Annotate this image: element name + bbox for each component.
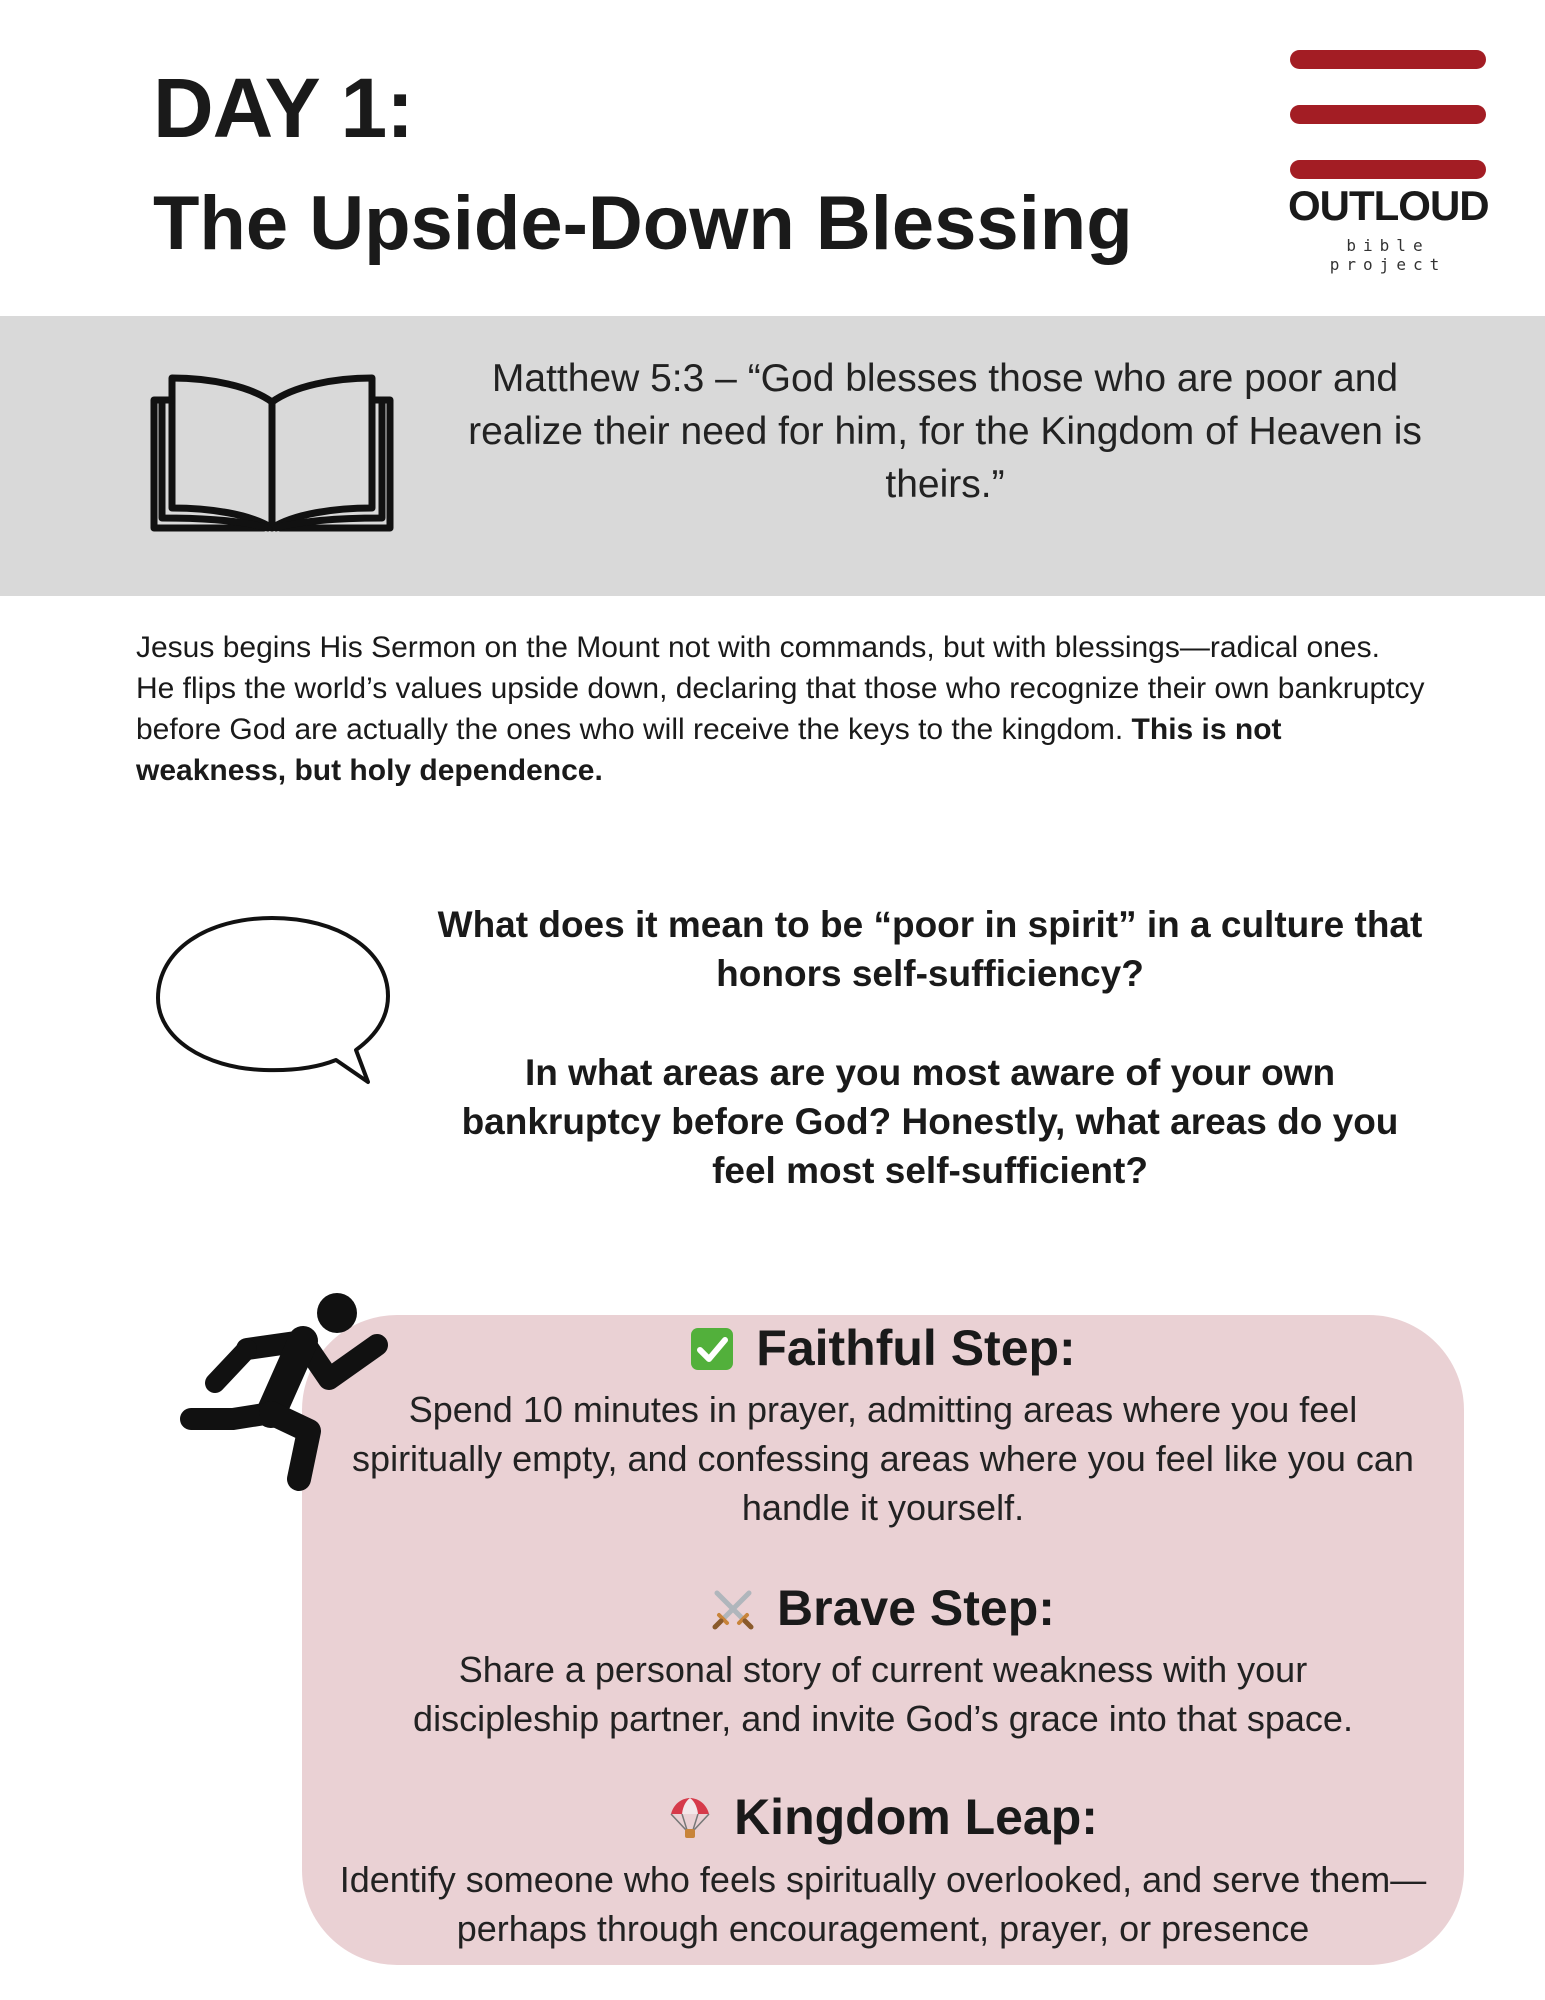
parachute-icon xyxy=(668,1796,712,1840)
logo-name: OUTLOUD xyxy=(1288,182,1489,229)
open-book-icon xyxy=(150,368,394,538)
brave-step-title: Brave Step: xyxy=(777,1580,1055,1636)
logo-bar xyxy=(1290,160,1486,179)
intro-paragraph xyxy=(136,627,1426,791)
speech-bubble-icon xyxy=(152,910,392,1090)
logo-bar xyxy=(1290,105,1486,124)
intro-emphasis: This is not weakness, but holy dependence. xyxy=(136,713,1282,787)
scripture-quote: Matthew 5:3 – “God blesses those who are poor and realize their need for him, for the Kingdom of Heaven is theirs.” xyxy=(468,357,1422,506)
logo-subtitle: bible project xyxy=(1329,236,1447,274)
reflection-question: What does it mean to be “poor in spirit” in a culture that honors self-sufficiency? xyxy=(437,904,1423,994)
check-mark-icon xyxy=(690,1327,734,1371)
logo-bar xyxy=(1290,50,1486,69)
kingdom-leap-heading xyxy=(302,1787,1464,1847)
faithful-step-heading xyxy=(302,1318,1464,1378)
outloud-logo xyxy=(1288,48,1489,274)
intro-text: Jesus begins His Sermon on the Mount not with commands, but with blessings—radical ones. He flips the world’s values upside down, declaring that those who recognize their own bankruptcy before God are actually the ones who will receive the keys to the kingdom. xyxy=(136,631,1425,746)
kingdom-leap-title: Kingdom Leap: xyxy=(734,1789,1098,1845)
reflection-question: In what areas are you most aware of your own bankruptcy before God? Honestly, what areas do you feel most self-sufficient? xyxy=(461,1052,1399,1191)
day-label: DAY 1: xyxy=(153,61,414,155)
faithful-step-body: Spend 10 minutes in prayer, admitting areas where you feel spiritually empty, and confessing areas where you feel like you can handle it yourself. xyxy=(352,1389,1414,1528)
kingdom-leap-body: Identify someone who feels spiritually overlooked, and serve them—perhaps through encouragement, prayer, or presence xyxy=(339,1859,1427,1949)
page-title: The Upside-Down Blessing xyxy=(153,181,1133,266)
faithful-step-title: Faithful Step: xyxy=(756,1320,1076,1376)
crossed-swords-icon xyxy=(711,1587,755,1631)
brave-step-heading xyxy=(302,1578,1464,1638)
brave-step-body: Share a personal story of current weakness with your discipleship partner, and invite God’s grace into that space. xyxy=(413,1649,1353,1739)
